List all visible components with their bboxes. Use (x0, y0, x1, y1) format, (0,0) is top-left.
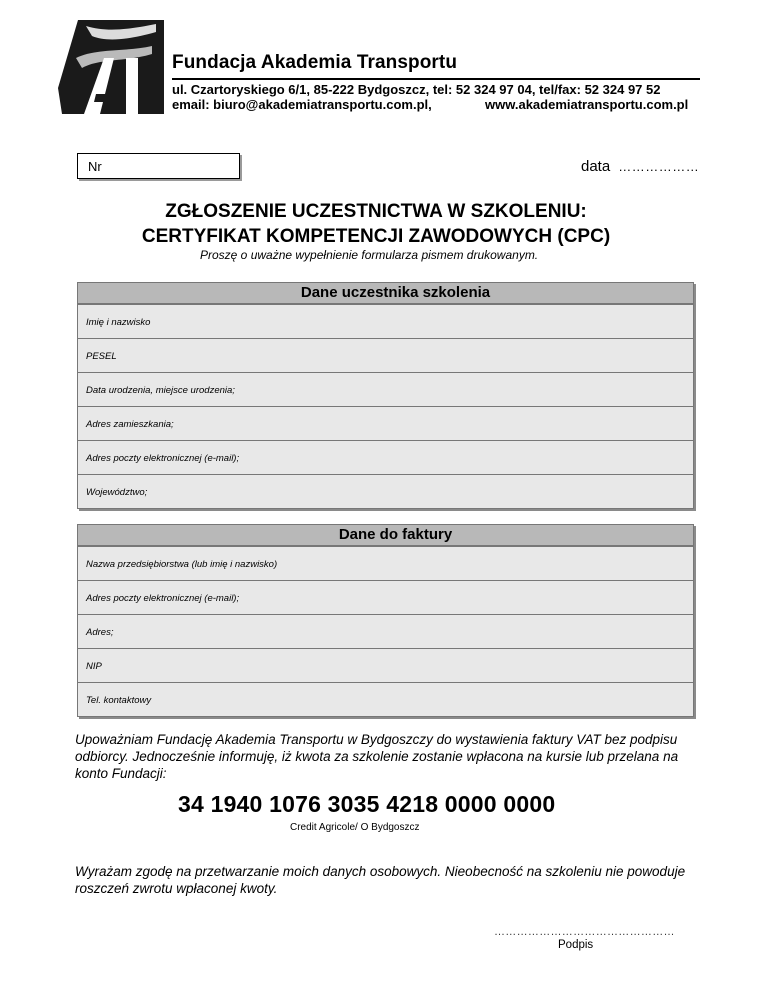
participant-section-header: Dane uczestnika szkolenia (78, 283, 693, 304)
signature-line[interactable]: ………………………………………… (494, 926, 675, 938)
participant-field-email[interactable] (78, 440, 693, 474)
field-label: Tel. kontaktowy (86, 695, 152, 706)
participant-field-name[interactable] (78, 304, 693, 338)
invoice-data-table (77, 524, 694, 717)
nr-field[interactable] (77, 153, 240, 179)
invoice-field-nip[interactable] (78, 648, 693, 682)
invoice-field-company[interactable] (78, 546, 693, 580)
organization-address: ul. Czartoryskiego 6/1, 85-222 Bydgoszcz, tel: 52 324 97 04, tel/fax: 52 324 97 52 (172, 82, 661, 97)
consent-text: Wyrażam zgodę na przetwarzanie moich danych osobowych. Nieobecność na szkoleniu nie powoduje roszczeń zwrotu wpłaconej kwoty. (75, 864, 686, 896)
field-label: Data urodzenia, miejsce urodzenia; (86, 385, 235, 396)
field-label: Adres poczty elektronicznej (e-mail); (86, 593, 240, 604)
participant-field-pesel[interactable] (78, 338, 693, 372)
organization-name: Fundacja Akademia Transportu (172, 52, 458, 73)
signature-label: Podpis (558, 939, 594, 951)
nr-label: Nr (88, 159, 102, 174)
foundation-logo-icon (56, 18, 168, 118)
invoice-section-header: Dane do faktury (78, 525, 693, 546)
organization-contact (172, 97, 689, 112)
participant-field-voivodeship[interactable] (78, 474, 693, 508)
invoice-field-email[interactable] (78, 580, 693, 614)
date-label: data (581, 158, 611, 175)
organization-email: email: biuro@akademiatransportu.com.pl, (172, 97, 432, 112)
field-label: Adres; (86, 627, 114, 638)
form-instruction: Proszę o uważne wypełnienie formularza pismem drukowanym. (200, 248, 539, 262)
invoice-field-address[interactable] (78, 614, 693, 648)
organization-website: www.akademiatransportu.com.pl (485, 97, 689, 112)
field-label: Województwo; (86, 487, 148, 498)
field-label: Adres poczty elektronicznej (e-mail); (86, 453, 240, 464)
form-title-line1: ZGŁOSZENIE UCZESTNICTWA W SZKOLENIU: (165, 201, 587, 222)
date-value: ……………… (618, 159, 700, 174)
authorization-text: Upoważniam Fundację Akademia Transportu w Bydgoszczy do wystawienia faktury VAT bez podpisu odbiorcy. Jednocześnie informuję, iż kwota za szkolenie zostanie wpłacona na kursie lub przelana na konto Fundacji: (75, 732, 679, 781)
bank-name: Credit Agricole/ O Bydgoszcz (290, 822, 420, 833)
participant-data-table (77, 282, 694, 509)
field-label: NIP (86, 661, 102, 672)
invoice-field-phone[interactable] (78, 682, 693, 716)
form-title-line2: CERTYFIKAT KOMPETENCJI ZAWODOWYCH (CPC) (141, 226, 611, 247)
date-field[interactable] (581, 158, 699, 175)
field-label: Adres zamieszkania; (86, 419, 174, 430)
bank-account-number: 34 1940 1076 3035 4218 0000 0000 (178, 791, 556, 817)
header-divider (172, 78, 700, 80)
participant-field-address[interactable] (78, 406, 693, 440)
field-label: Nazwa przedsiębiorstwa (lub imię i nazwisko) (86, 559, 278, 570)
field-label: Imię i nazwisko (86, 317, 151, 328)
field-label: PESEL (86, 351, 117, 362)
participant-field-birth[interactable] (78, 372, 693, 406)
